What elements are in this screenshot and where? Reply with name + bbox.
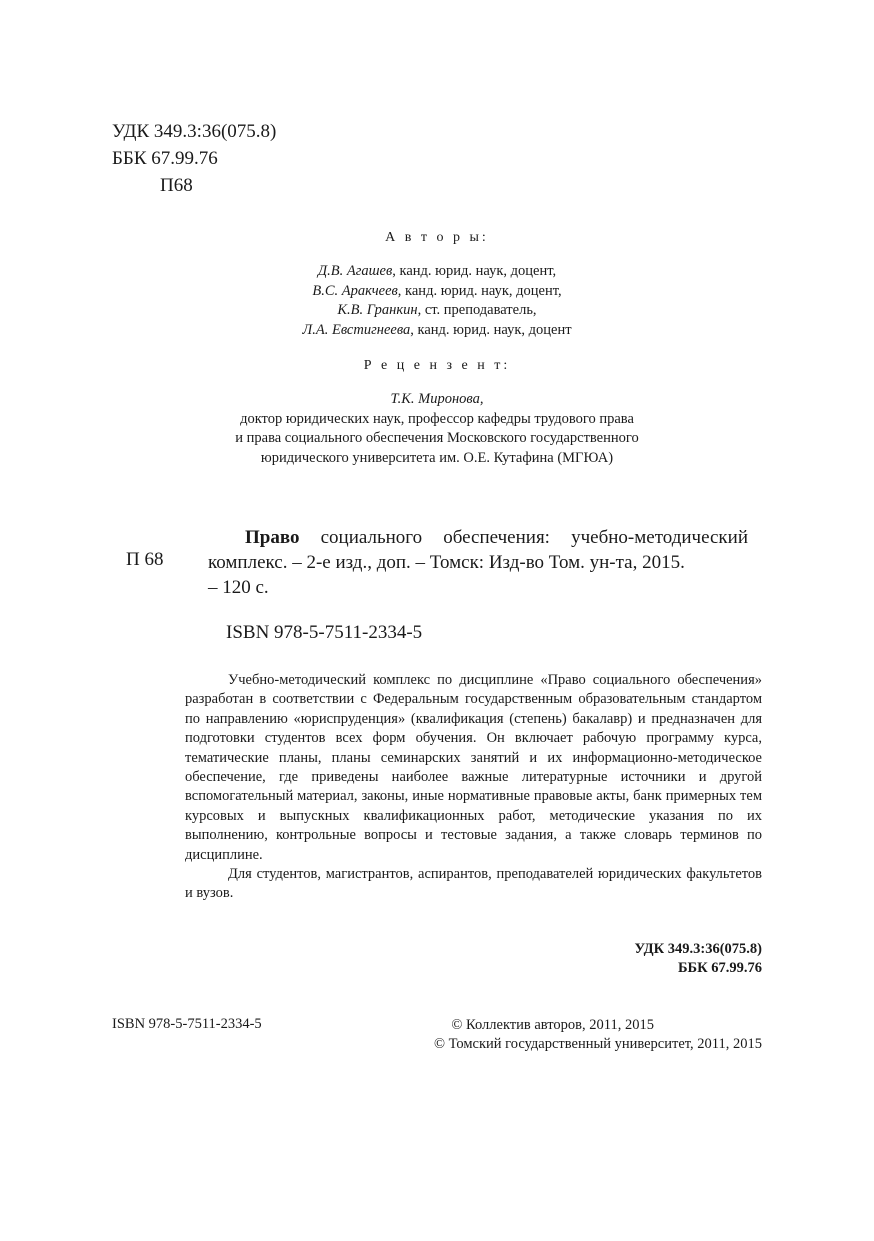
bib-line-1-rest: социального обеспечения: учебно-методический [299, 527, 748, 548]
bbk-code: ББК 67.99.76 [112, 148, 218, 169]
reviewer-line: и права социального обеспечения Московского государственного [235, 430, 639, 446]
authors-list [0, 262, 874, 340]
bottom-index-codes [634, 940, 762, 979]
udk-code: УДК 349.3:36(075.8) [112, 121, 277, 142]
author-line [0, 262, 874, 282]
reviewer-name: Т.К. Миронова, [390, 391, 484, 407]
abstract-paragraph-1: Учебно-методический комплекс по дисциплине «Право социального обеспечения» разработан в соответствии с Федеральным государственным образовательным стандартом по направлению «юриспруденция» (квалификация (степень) бакалавр) и предназначен для подготовки студентов всех форм обучения. Он включает рабочую программу курса, тематические планы, планы семинарских занятий и их информационно-методическое обеспечение, где приведены наиболее важные литературные источники и другой вспомогательный материал, законы, иные нормативные правовые акты, банк примерных тем курсовых и выпускных квалификационных работ, методические указания по их выполнению, контрольные вопросы и тестовые задания, а также словарь терминов по дисциплине. [185, 672, 762, 863]
bbk-code-bottom: ББК 67.99.76 [677, 960, 762, 977]
author-title: , канд. юрид. наук, доцент, [397, 282, 562, 299]
bibliographic-code: П 68 [126, 549, 164, 570]
abstract-paragraph-2: Для студентов, магистрантов, аспирантов, преподавателей юридических факультетов и вузов. [185, 866, 762, 902]
reviewer-line: юридического университета им. О.Е. Кутафина (МГЮА) [260, 449, 614, 466]
copyright-block [434, 1016, 762, 1055]
abstract [185, 671, 762, 904]
reviewer-block [0, 390, 874, 468]
bib-line-1 [208, 525, 748, 550]
author-line [0, 301, 874, 321]
copyright-authors: © Коллектив авторов, 2011, 2015 [451, 1017, 654, 1033]
author-title: , ст. преподаватель, [417, 302, 537, 318]
isbn-main: ISBN 978-5-7511-2334-5 [226, 622, 423, 643]
author-name: Л.А. Евстигнеева [302, 321, 411, 338]
isbn-footer: ISBN 978-5-7511-2334-5 [112, 1016, 262, 1032]
author-title: , канд. юрид. наук, доцент, [392, 263, 557, 279]
author-mark: П68 [160, 175, 193, 196]
authors-heading: А в т о р ы: [385, 230, 489, 245]
copyright-university: © Томский государственный университет, 2011, 2015 [433, 1036, 762, 1053]
author-name: К.В. Гранкин [337, 302, 418, 318]
reviewer-heading: Р е ц е н з е н т: [363, 358, 511, 373]
bibliographic-description [208, 525, 748, 600]
author-line [0, 321, 874, 341]
author-title: , канд. юрид. наук, доцент [410, 321, 572, 338]
author-name: Д.В. Агашев [317, 263, 393, 279]
author-name: В.С. Аракчеев [312, 282, 398, 299]
bib-line-3: – 120 с. [208, 577, 269, 598]
bib-line-2: комплекс. – 2-е изд., доп. – Томск: Изд-во Том. ун-та, 2015. [208, 552, 685, 573]
udk-code-bottom: УДК 349.3:36(075.8) [634, 941, 762, 957]
classification-codes [112, 118, 276, 199]
book-title: Право [245, 527, 300, 548]
author-line [0, 282, 874, 302]
reviewer-line: доктор юридических наук, профессор кафедры трудового права [240, 410, 634, 427]
